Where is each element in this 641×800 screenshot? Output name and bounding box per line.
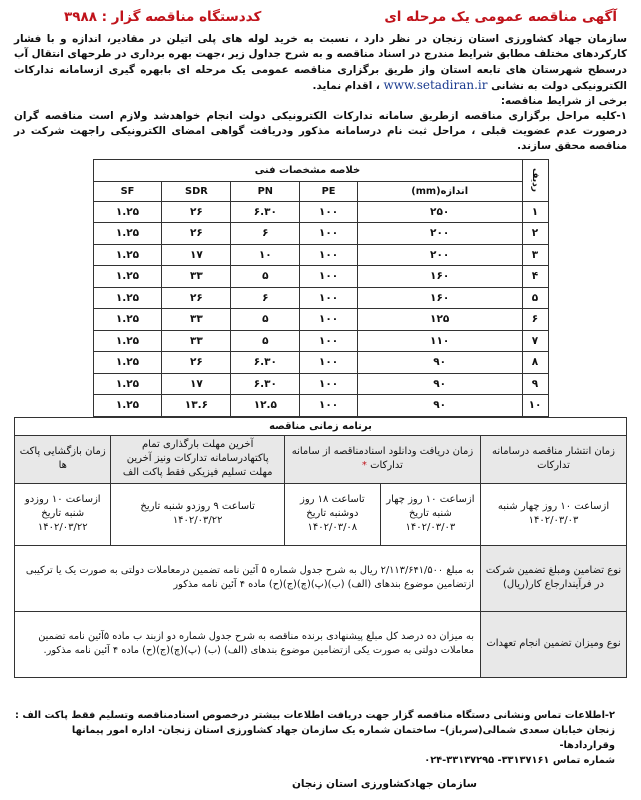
table-row xyxy=(93,287,548,309)
table-cell: ۲۵۰ xyxy=(357,201,522,223)
table-cell: ۸ xyxy=(522,352,548,374)
download-time-header-text: زمان دریافت ودانلود اسنادمناقصه از سامانه تدارکات xyxy=(291,446,474,472)
publish-date: ازساعت ۱۰ روز چهار شنبه ۱۴۰۲/۰۳/۰۳ xyxy=(481,483,627,545)
table-cell: ۱۰۰ xyxy=(300,201,358,223)
contact-address: زنجان خیابان سعدی شمالی(سرباز)– ساختمان شماره یک سازمان جهاد کشاورزی استان زنجان- اداره امور پیمانها وقراردادها- xyxy=(71,724,615,751)
download-time-header xyxy=(284,435,480,483)
download-end-date: تاساعت ۱۸ روز دوشنبه تاریخ ۱۴۰۲/۰۳/۰۸ xyxy=(284,483,380,545)
table-row xyxy=(93,352,548,374)
table-cell: ۱۰۰ xyxy=(300,244,358,266)
table-row xyxy=(93,330,548,352)
table-cell: ۱.۲۵ xyxy=(93,287,162,309)
table-row xyxy=(93,395,548,417)
opening-date: ازساعت ۱۰ روزدو شنبه تاریخ ۱۴۰۲/۰۳/۲۲ xyxy=(15,483,111,545)
table-cell: ۱.۲۵ xyxy=(93,266,162,288)
table-cell: ۱ xyxy=(522,201,548,223)
download-start-date: ازساعت ۱۰ روز چهار شنبه تاریخ ۱۴۰۲/۰۳/۰۳ xyxy=(380,483,480,545)
table-cell: ۶.۳۰ xyxy=(231,201,300,223)
table-cell: ۱.۲۵ xyxy=(93,309,162,331)
row-number-header: ردیف xyxy=(522,160,548,202)
table-cell: ۱۰ xyxy=(231,244,300,266)
table-cell: ۶ xyxy=(231,223,300,245)
table-cell: ۱.۲۵ xyxy=(93,244,162,266)
table-cell: ۱۱۰ xyxy=(357,330,522,352)
spec-table xyxy=(93,159,549,417)
intro-paragraph xyxy=(14,32,627,94)
table-cell: ۱۰ xyxy=(522,395,548,417)
table-cell: ۹۰ xyxy=(357,395,522,417)
headline xyxy=(14,4,627,30)
table-cell: ۹۰ xyxy=(357,373,522,395)
schedule-table xyxy=(14,417,627,678)
table-cell: ۱۶۰ xyxy=(357,287,522,309)
table-row xyxy=(93,373,548,395)
table-cell: ۵ xyxy=(231,330,300,352)
table-cell: ۶ xyxy=(231,287,300,309)
table-cell: ۴ xyxy=(522,266,548,288)
table-cell: ۱۳.۶ xyxy=(162,395,231,417)
table-cell: ۱۰۰ xyxy=(300,223,358,245)
table-cell: ۱.۲۵ xyxy=(93,223,162,245)
table-cell: ۵ xyxy=(522,287,548,309)
table-cell: ۱۶۰ xyxy=(357,266,522,288)
table-cell: ۹۰ xyxy=(357,352,522,374)
organizer-code: کددستگاه مناقصه گزار : ۳۹۸۸ xyxy=(64,9,262,25)
table-cell: ۱.۲۵ xyxy=(93,330,162,352)
spec-table-body xyxy=(93,201,548,416)
table-cell: ۳۳ xyxy=(162,266,231,288)
table-cell: ۹ xyxy=(522,373,548,395)
table-cell: ۱۰۰ xyxy=(300,395,358,417)
table-cell: ۱۷ xyxy=(162,373,231,395)
table-cell: ۲۶ xyxy=(162,223,231,245)
table-row xyxy=(93,201,548,223)
table-cell: ۱.۲۵ xyxy=(93,373,162,395)
col-sf-header: SF xyxy=(93,181,162,201)
commitment-text: به میزان ده درصد کل مبلغ پیشنهادی برنده مناقصه به شرح جدول شماره دو ازبند ب ماده ۵آئین نامه تضمین معاملات دولتی به صورت یکی ازتضامین موضوع بندهای (الف) (ب) (پ)(چ)(ج)(ح) ماده ۴ آئین نامه مذکور. xyxy=(15,611,481,677)
table-cell: ۲۶ xyxy=(162,352,231,374)
intro-tail: ، اقدام نماید. xyxy=(312,79,380,92)
table-cell: ۱.۲۵ xyxy=(93,352,162,374)
table-cell: ۱۰۰ xyxy=(300,266,358,288)
publish-time-header: زمان انتشار مناقصه درسامانه تدارکات xyxy=(481,435,627,483)
setad-link[interactable]: www.setadiran.ir xyxy=(383,77,488,92)
conditions-heading: برخی از شرایط مناقصه: xyxy=(500,95,627,108)
notice-title: آگهی مناقصه عمومی یک مرحله ای xyxy=(384,9,617,25)
contact-line-1: ۲-اطلاعات تماس ونشانی دستگاه مناقصه گزار جهت دریافت اطلاعات بیشتر درخصوص اسنادمناقصه وتسلیم فقط پاکت الف : xyxy=(15,709,615,721)
table-cell: ۲۶ xyxy=(162,201,231,223)
table-cell: ۷ xyxy=(522,330,548,352)
table-cell: ۳۳ xyxy=(162,330,231,352)
commitment-label: نوع ومیزان تضمین انجام تعهدات xyxy=(481,611,627,677)
condition-item-1: ۱-کلیه مراحل برگزاری مناقصه ازطریق سامانه تدارکات الکترونیکی دولت انجام خواهدشد ولازم است مناقصه گران درصورت عدم عضویت قبلی ، مراحل ثبت نام درسامانه مذکور ودریافت گواهی امضای الکترونیکی راجهت شرکت در مناقصه محقق سازند. xyxy=(14,110,627,153)
schedule-title: برنامه زمانی مناقصه xyxy=(15,417,627,435)
table-row xyxy=(93,244,548,266)
table-cell: ۶ xyxy=(522,309,548,331)
opening-time-header: زمان بازگشایی پاکت ها xyxy=(15,435,111,483)
submission-deadline-date: تاساعت ۹ روزدو شنبه تاریخ ۱۴۰۲/۰۳/۲۲ xyxy=(111,483,284,545)
signature: سازمان جهادکشاورزی استان زنجان xyxy=(291,777,477,790)
table-cell: ۲ xyxy=(522,223,548,245)
spec-group-header: خلاصه مشخصات فنی xyxy=(93,160,522,182)
intro-text: سازمان جهاد کشاورزی استان زنجان در نظر دارد ، نسبت به خرید لوله های پلی اتیلن در مقادیر، اندازه و با فشار کارکردهای مختلف مطابق شرایط مندرج در اسناد مناقصه و به شرح جداول زیر ،جهت بهره برداری در طرحهای انتقال آب درسطح شهرستان های تابعه استان واز طریق برگزاری مناقصه عمومی یک مرحله ای بابهره گیری ازسامانه تدارکات الکترونیکی دولت به نشانی xyxy=(14,33,627,92)
table-cell: ۱.۲۵ xyxy=(93,201,162,223)
table-cell: ۱۰۰ xyxy=(300,373,358,395)
table-cell: ۳ xyxy=(522,244,548,266)
table-cell: ۶.۳۰ xyxy=(231,352,300,374)
table-cell: ۱.۲۵ xyxy=(93,395,162,417)
table-cell: ۱۲.۵ xyxy=(231,395,300,417)
table-cell: ۶.۳۰ xyxy=(231,373,300,395)
contact-phone: شماره تماس ۳۳۱۳۷۱۶۱- ۳۳۱۳۷۲۹۵-۰۲۴ xyxy=(424,754,615,766)
guarantee-text: به مبلغ ۲/۱۱۳/۶۴۱/۵۰۰ ریال به شرح جدول شماره ۵ آئین نامه تضمین درمعاملات دولتی به صورت یک یا ترکیبی ازتضامین موضوع بندهای (الف) (ب)(پ)(چ)(ج)(ح) ماده ۴ آئین نامه مذکور xyxy=(15,545,481,611)
table-cell: ۵ xyxy=(231,309,300,331)
asterisk-icon: * xyxy=(361,460,367,472)
table-cell: ۲۰۰ xyxy=(357,244,522,266)
guarantee-label: نوع تضامین ومبلغ تضمین شرکت در فرآیندارجاع کار(ریال) xyxy=(481,545,627,611)
table-row xyxy=(93,309,548,331)
table-cell: ۱۰۰ xyxy=(300,309,358,331)
table-cell: ۱۰۰ xyxy=(300,287,358,309)
contact-section xyxy=(14,708,627,768)
table-cell: ۲۶ xyxy=(162,287,231,309)
col-size-header: اندازه(mm) xyxy=(357,181,522,201)
table-cell: ۳۳ xyxy=(162,309,231,331)
table-cell: ۲۰۰ xyxy=(357,223,522,245)
table-cell: ۱۰۰ xyxy=(300,330,358,352)
table-row xyxy=(93,223,548,245)
deadline-header: آخرین مهلت بارگذاری تمام پاکتهادرسامانه تدارکات ونیز آخرین مهلت تسلیم فیزیکی فقط پاکت الف xyxy=(111,435,284,483)
table-cell: ۱۷ xyxy=(162,244,231,266)
table-cell: ۱۰۰ xyxy=(300,352,358,374)
col-pn-header: PN xyxy=(231,181,300,201)
table-row xyxy=(93,266,548,288)
table-cell: ۱۲۵ xyxy=(357,309,522,331)
table-cell: ۵ xyxy=(231,266,300,288)
col-pe-header: PE xyxy=(300,181,358,201)
col-sdr-header: SDR xyxy=(162,181,231,201)
